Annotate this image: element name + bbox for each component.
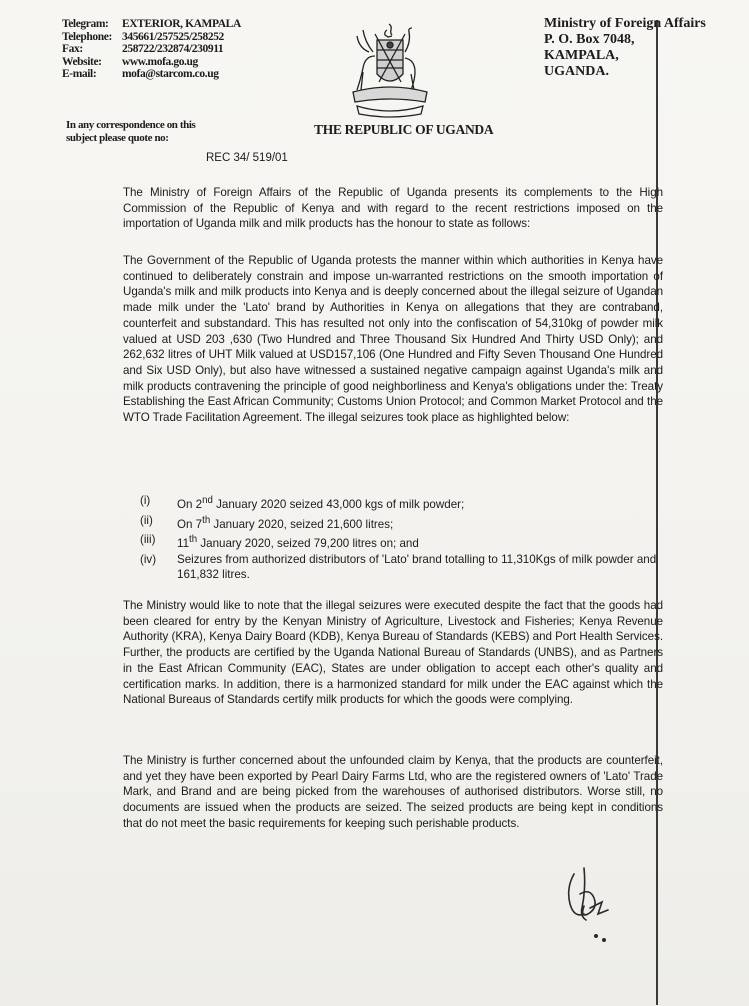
contact-label: Telegram: (62, 18, 109, 30)
ordinal-suffix: nd (202, 495, 213, 506)
contact-row-email (62, 68, 282, 81)
list-item-text-pre: On 7 (177, 517, 203, 531)
paragraph-intro: The Ministry of Foreign Affairs of the Republic of Uganda presents its complements to the High Commission of the Republic of Kenya and with regard to the recent restrictions imposed on the importation of Uganda milk and milk products has the honour to state as follows: (123, 186, 663, 231)
address-line: P. O. Box 7048, (544, 32, 635, 47)
quote-note: In any correspondence on this subject please quote no: (66, 119, 196, 144)
contact-label: Website: (62, 55, 102, 68)
list-item-text (177, 493, 660, 513)
address-line: KAMPALA, (544, 48, 619, 63)
list-item-number: (iv) (140, 552, 157, 566)
list-item (140, 552, 660, 583)
list-item-text (177, 532, 660, 552)
ordinal-suffix: th (189, 534, 198, 546)
list-item-text-pre: On 2 (177, 497, 203, 511)
list-item-number: (iii) (140, 533, 156, 547)
contact-label: Fax: (62, 43, 83, 55)
list-item-text-post: January 2020, seized 21,600 litres; (210, 517, 394, 531)
seizure-list (140, 493, 660, 583)
list-item-text-post: January 2020 seized 43,000 kgs of milk powder; (212, 497, 465, 511)
address-line: UGANDA. (544, 64, 609, 79)
contact-row-telephone (62, 31, 282, 44)
list-item-text-post: January 2020, seized 79,200 litres on; and (197, 536, 419, 550)
list-item (140, 493, 660, 513)
contact-value: EXTERIOR, KAMPALA (122, 18, 241, 30)
contact-row-website (62, 56, 282, 69)
list-item (140, 513, 660, 533)
ordinal-suffix: th (202, 514, 211, 526)
list-item-number: (ii) (140, 513, 153, 527)
contact-value: 258722/232874/230911 (122, 43, 224, 55)
reference-number: REC 34/ 519/01 (206, 152, 288, 164)
republic-title: THE REPUBLIC OF UGANDA (314, 122, 494, 137)
paragraph-protest: The Government of the Republic of Uganda protests the manner within which authorities in Kenya have continued to deliberately constrain and impose un-warranted restrictions on the smooth importation of Uganda's milk and milk products into Kenya and is deeply concerned about the illegal seizure of Ugandan made milk under the 'Lato' brand by Authorities in Kenya on allegations that they are contraband, counterfeit and substandard. This has resulted not only into the confiscation of 54,310kg of powder milk valued at USD 203 ,630 (Two Hundred and Three Thousand Six Hundred And Thirty USD Only); and 262,632 litres of UHT Milk valued at USD157,106 (One Hundred and Fifty Seven Thousand One Hundred and Six USD Only), but also have witnessed a sustained negative campaign against Uganda's milk and milk products contravening the principle of good neighborliness and Kenya's obligations under the: Treaty Establishing the East African Community; Customs Union Protocol; and Common Market Protocol and the WTO Trade Facilitation Agreement. The illegal seizures took place as highlighted below: (123, 254, 663, 425)
list-item-number: (i) (140, 494, 151, 507)
list-item-text (177, 513, 660, 533)
list-item-text: Seizures from authorized distributors of 'Lato' brand totalling to 11,310Kgs of milk powder and 161,832 litres. (177, 552, 657, 582)
contact-row-telegram (62, 18, 282, 31)
contact-value: 345661/257525/258252 (122, 30, 224, 43)
contact-label: E-mail: (62, 68, 97, 80)
paragraph-clearance: The Ministry would like to note that the illegal seizures were executed despite the fact that the goods had been cleared for entry by the Kenyan Ministry of Agriculture, Livestock and Fisheries; Kenya Revenue Authority (KRA), Kenya Dairy Board (KDB), Kenya Bureau of Standards (KEBS) and Port Health Services. Further, the products are certified by the Uganda National Bureau of Standards (UNBS), and as Partners in the East African Community (EAC), States are under obligation to accept each other's quality and certification marks. In addition, there is a harmonized standard for milk under the EAC against which the National Bureaus of Standards certify milk products for which the goods were complying. (123, 599, 663, 707)
address-line: Ministry of Foreign Affairs (544, 16, 706, 31)
contact-label: Telephone: (62, 30, 112, 43)
coat-of-arms-icon (345, 22, 435, 120)
contact-value: mofa@starcom.co.ug (122, 68, 219, 80)
list-item (140, 532, 660, 552)
contact-value: www.mofa.go.ug (122, 55, 198, 68)
paragraph-counterfeit: The Ministry is further concerned about the unfounded claim by Kenya, that the products are counterfeit, and yet they have been exported by Pearl Dairy Farms Ltd, who are the registered owners of 'Lato' Trade Mark, and Brand and are being picked from the warehouses of authorised distributors. Worse still, no documents are issued when the products are seized. The seized products are being kept in conditions that do not meet the basic requirements for keeping such perishable products. (123, 754, 663, 830)
signature-icon (560, 864, 620, 944)
ministry-address (544, 16, 744, 80)
list-item-text-pre: 11 (177, 536, 190, 550)
contact-block (62, 18, 282, 81)
contact-row-fax (62, 43, 282, 56)
